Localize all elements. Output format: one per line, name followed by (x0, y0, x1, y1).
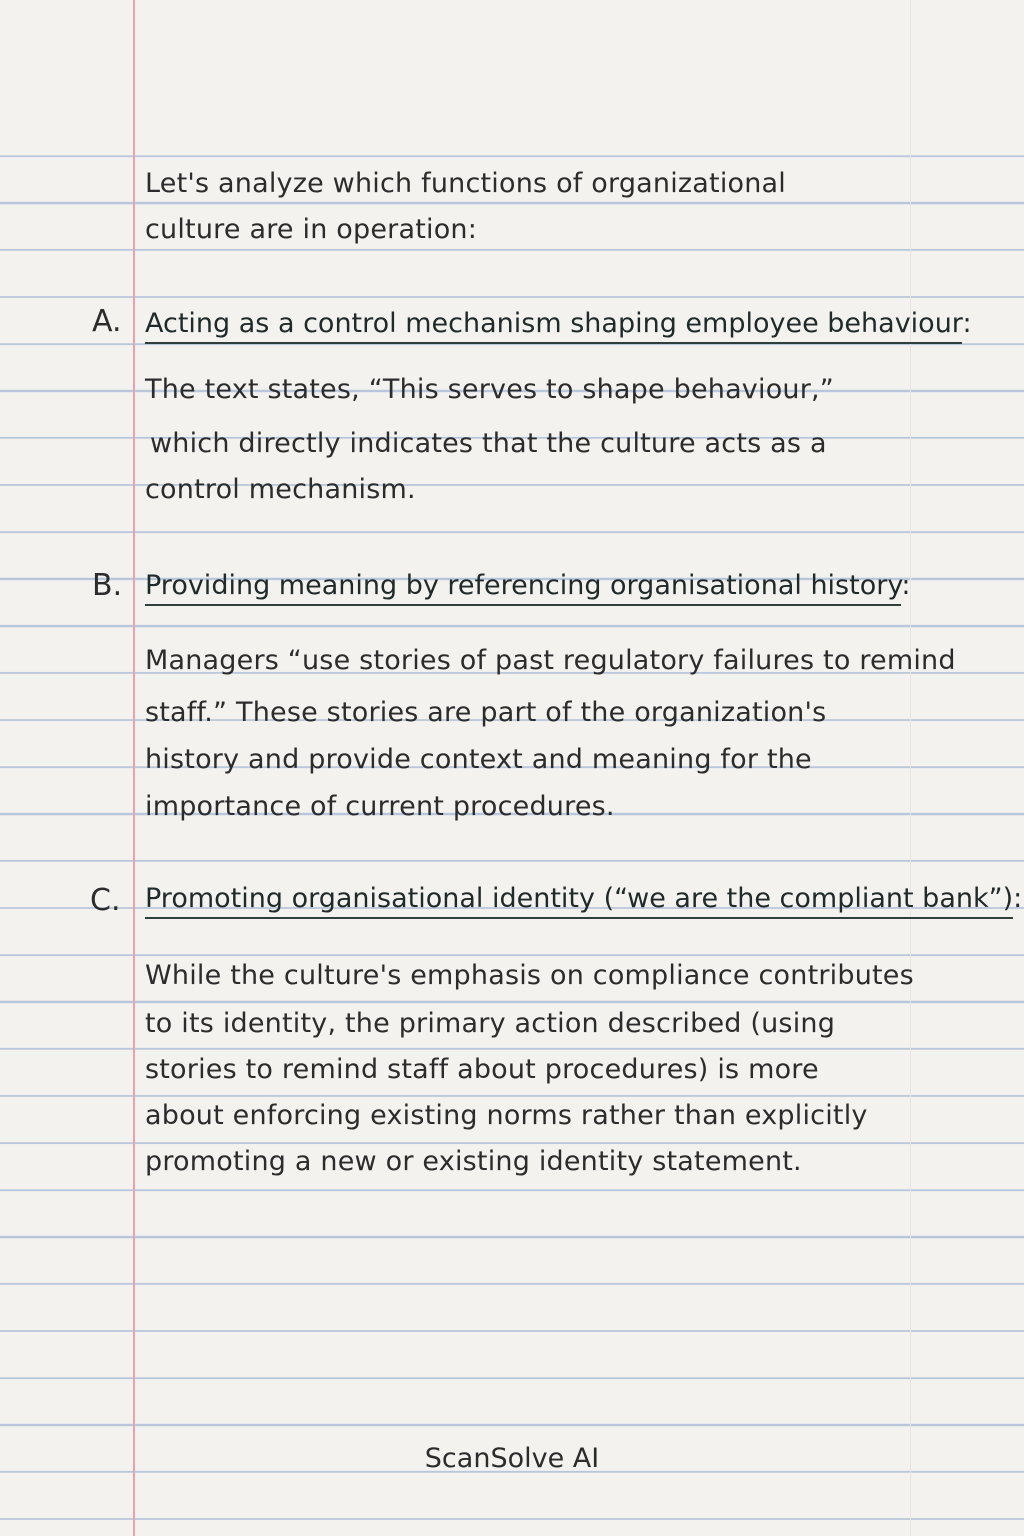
section-b-body-line-2: staff.” These stories are part of the organization's (145, 697, 827, 728)
section-a-marker: A. (92, 304, 122, 339)
section-c-body-line-4: about enforcing existing norms rather than explicitly (145, 1100, 868, 1131)
paper-top-margin (0, 0, 1024, 150)
section-b-body-line-1: Managers “use stories of past regulatory failures to remind (145, 645, 956, 676)
section-b-heading (145, 570, 910, 601)
intro-line-2: culture are in operation: (145, 214, 478, 245)
section-b-body-line-4: importance of current procedures. (145, 791, 615, 822)
section-b-heading-colon: : (901, 570, 911, 601)
section-c-body-line-1: While the culture's emphasis on compliance contributes (145, 960, 914, 991)
section-a-body-line-2: which directly indicates that the culture acts as a (150, 428, 827, 459)
intro-line-1: Let's analyze which functions of organizational (145, 168, 786, 199)
footer-brand: ScanSolve AI (424, 1443, 600, 1474)
section-b-heading-text: Providing meaning by referencing organisational history (145, 570, 901, 606)
section-a-heading-colon: : (962, 308, 972, 339)
section-c-heading-text: Promoting organisational identity (“we are the compliant bank”) (145, 883, 1013, 919)
section-a-heading (145, 308, 972, 339)
section-c-body-line-2: to its identity, the primary action described (using (145, 1008, 836, 1039)
section-c-marker: C. (90, 883, 121, 918)
section-b-marker: B. (92, 568, 123, 603)
faint-right-margin-line (910, 0, 911, 1536)
section-b-body-line-3: history and provide context and meaning for the (145, 744, 812, 775)
section-c-body-line-5: promoting a new or existing identity statement. (145, 1146, 802, 1177)
section-a-body-line-3: control mechanism. (145, 474, 416, 505)
section-a-body-line-1: The text states, “This serves to shape behaviour,” (145, 374, 834, 405)
section-c-heading-colon: : (1013, 883, 1023, 914)
red-margin-line (133, 0, 135, 1536)
section-c-heading (145, 883, 1022, 914)
section-a-heading-text: Acting as a control mechanism shaping employee behaviour (145, 308, 962, 344)
section-c-body-line-3: stories to remind staff about procedures) is more (145, 1054, 819, 1085)
